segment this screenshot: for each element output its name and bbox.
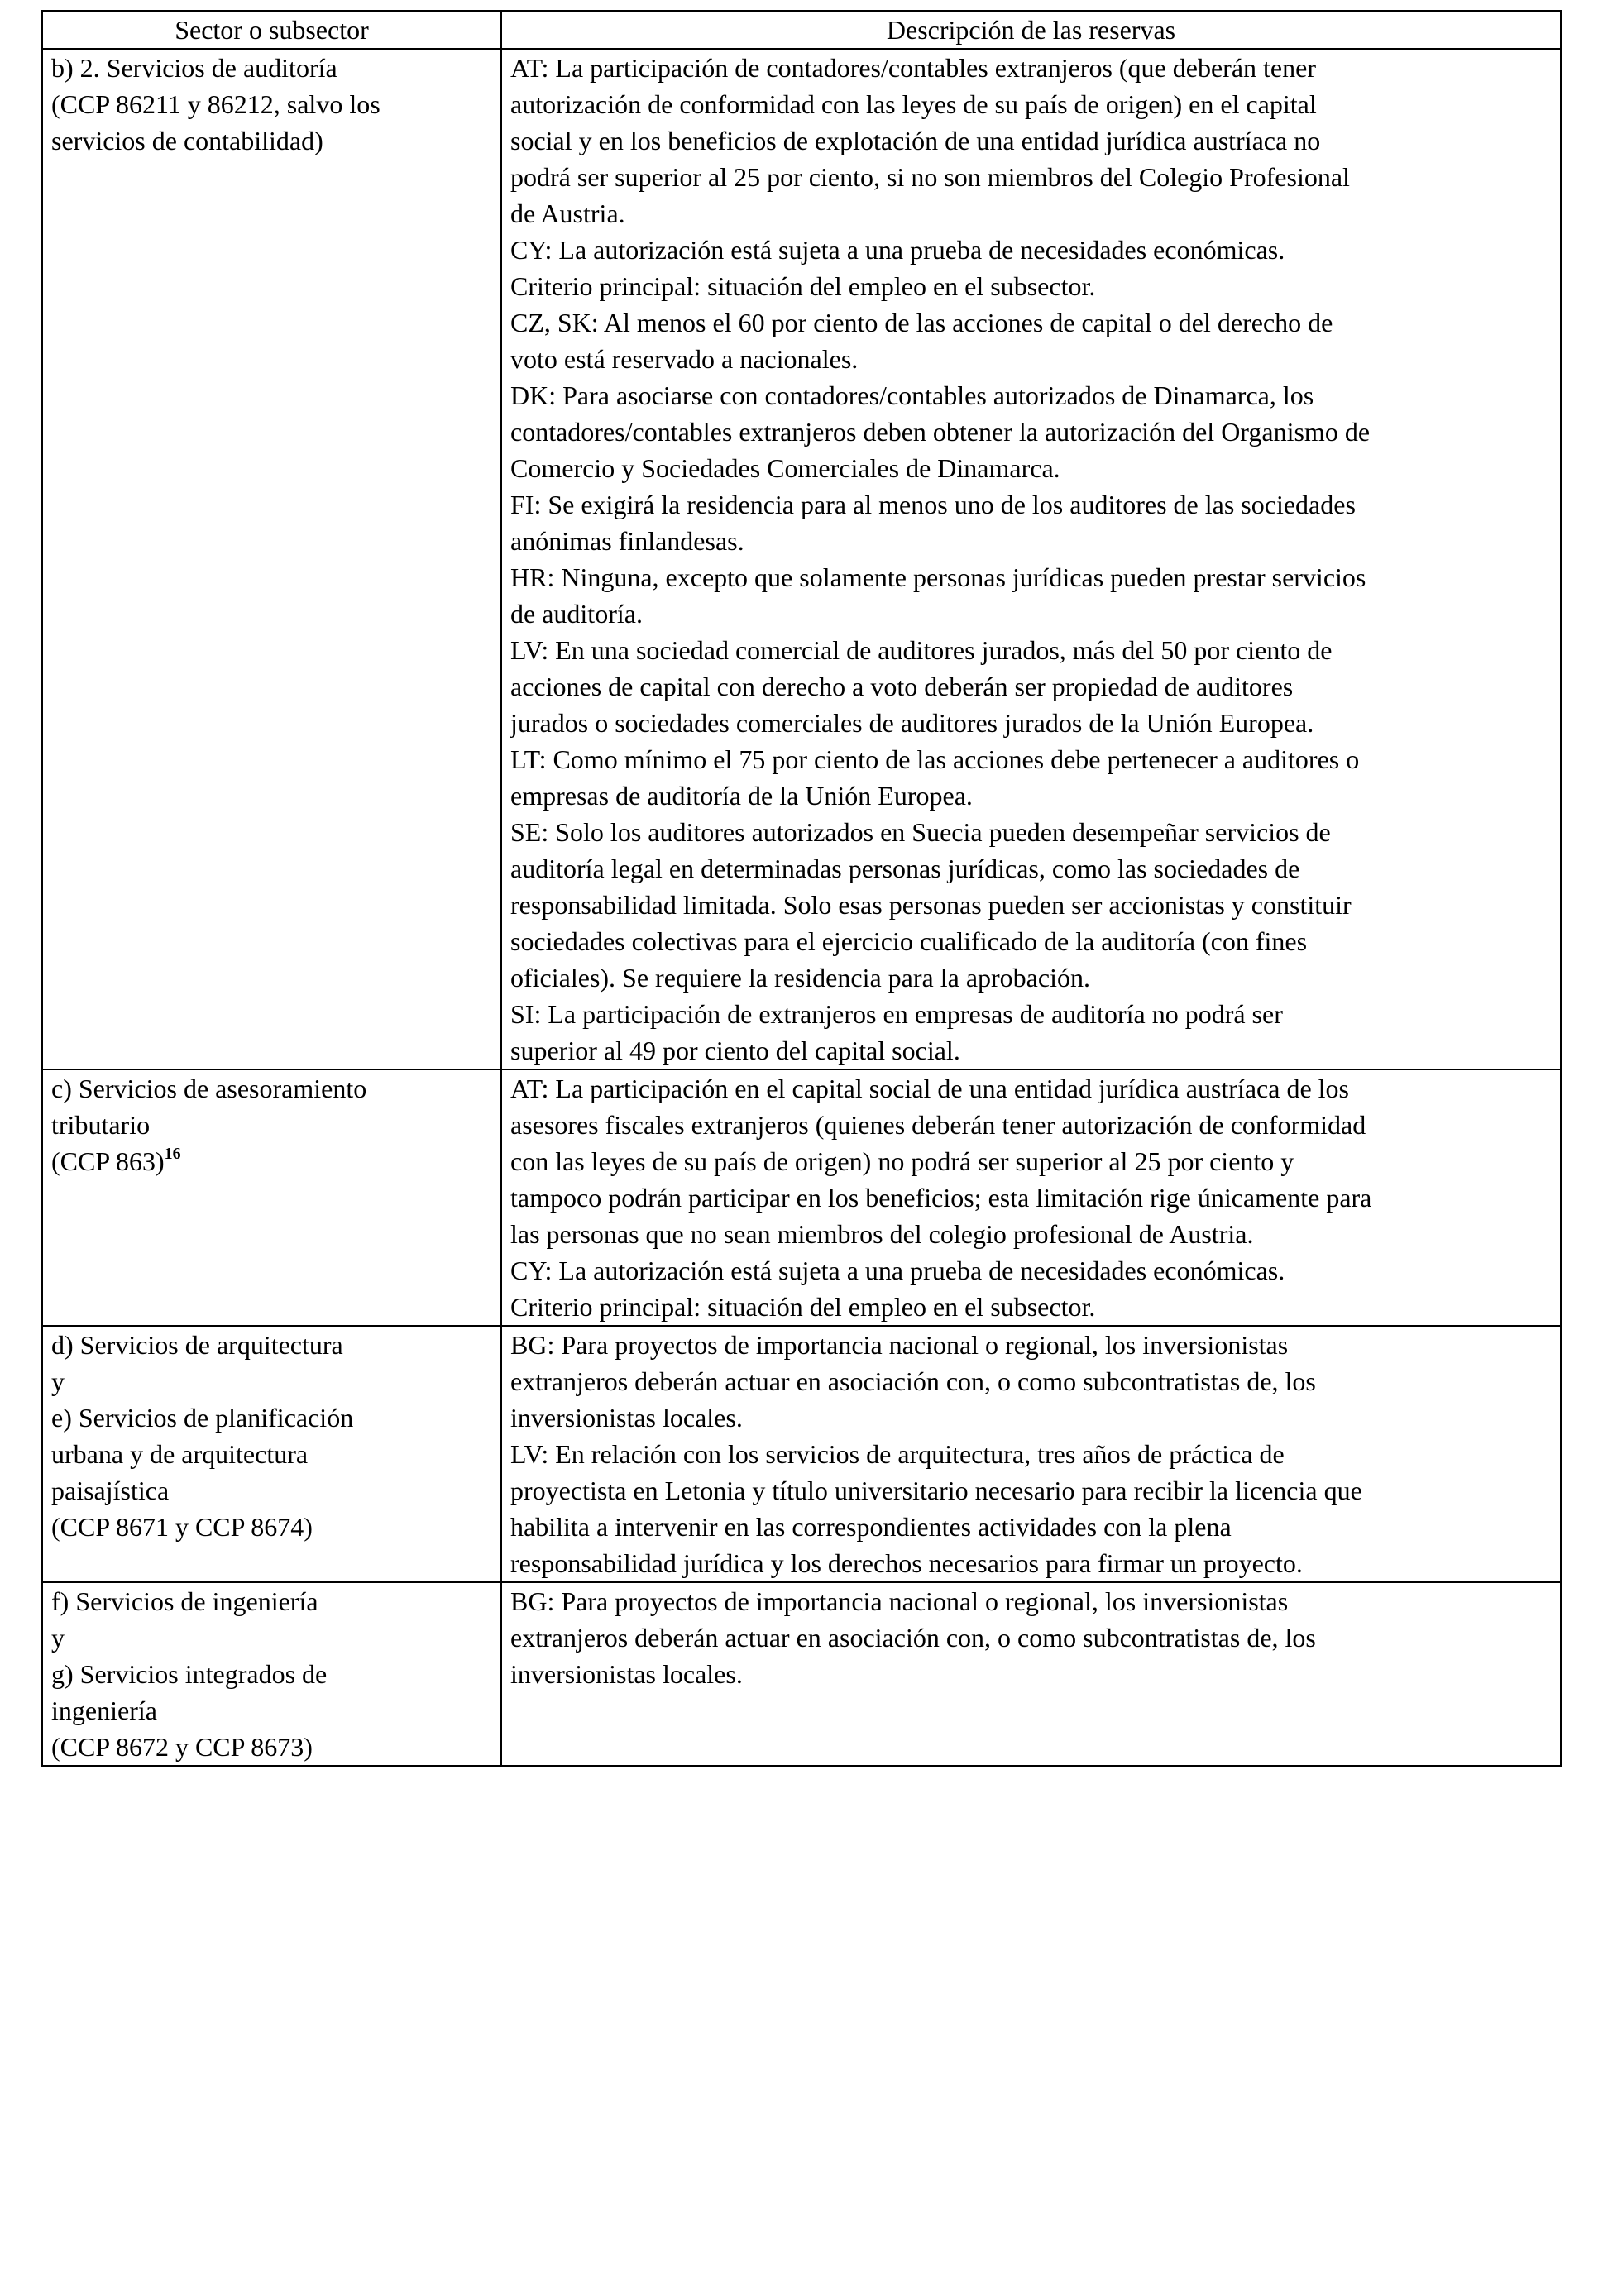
description-line: podrá ser superior al 25 por ciento, si no son miembros del Colegio Profesional xyxy=(510,162,1350,192)
description-cell xyxy=(501,1326,1561,1582)
description-line: autorización de conformidad con las leyes de su país de origen) en el capital xyxy=(510,89,1317,119)
description-line: auditoría legal en determinadas personas jurídicas, como las sociedades de xyxy=(510,854,1300,883)
sector-line-with-footnote xyxy=(51,1143,492,1179)
table-header-row xyxy=(42,11,1561,49)
description-line: SI: La participación de extranjeros en empresas de auditoría no podrá ser xyxy=(510,999,1283,1029)
description-line: CY: La autorización está sujeta a una prueba de necesidades económicas. xyxy=(510,1256,1285,1285)
description-line: superior al 49 por ciento del capital social. xyxy=(510,1036,960,1065)
document-page xyxy=(41,10,1560,1767)
description-line: voto está reservado a nacionales. xyxy=(510,344,859,374)
description-line: con las leyes de su país de origen) no podrá ser superior al 25 por ciento y xyxy=(510,1146,1294,1176)
description-line: de auditoría. xyxy=(510,599,643,629)
description-line: empresas de auditoría de la Unión Europea. xyxy=(510,781,973,811)
table-row xyxy=(42,1582,1561,1766)
sector-line: ingeniería xyxy=(51,1696,157,1725)
sector-line: g) Servicios integrados de xyxy=(51,1659,328,1689)
sector-line: (CCP 8671 y CCP 8674) xyxy=(51,1512,313,1542)
sector-line: y xyxy=(51,1366,65,1396)
description-line: proyectista en Letonia y título universitario necesario para recibir la licencia que xyxy=(510,1476,1362,1505)
description-line: sociedades colectivas para el ejercicio cualificado de la auditoría (con fines xyxy=(510,926,1308,956)
description-line: social y en los beneficios de explotación de una entidad jurídica austríaca no xyxy=(510,126,1321,155)
sector-line: servicios de contabilidad) xyxy=(51,126,323,155)
sector-line: paisajística xyxy=(51,1476,170,1505)
description-line: CY: La autorización está sujeta a una prueba de necesidades económicas. xyxy=(510,235,1285,265)
sector-cell xyxy=(42,1582,501,1766)
footnote-marker[interactable]: 16 xyxy=(164,1145,181,1164)
description-line: AT: La participación de contadores/contables extranjeros (que deberán tener xyxy=(510,53,1316,83)
table-row xyxy=(42,49,1561,1069)
description-line: extranjeros deberán actuar en asociación con, o como subcontratistas de, los xyxy=(510,1366,1316,1396)
description-line: contadores/contables extranjeros deben obtener la autorización del Organismo de xyxy=(510,417,1371,447)
description-line: inversionistas locales. xyxy=(510,1403,743,1433)
description-line: LV: En una sociedad comercial de auditores jurados, más del 50 por ciento de xyxy=(510,635,1333,665)
header-description: Descripción de las reservas xyxy=(501,11,1561,49)
description-cell xyxy=(501,49,1561,1069)
description-line: Comercio y Sociedades Comerciales de Dinamarca. xyxy=(510,453,1060,483)
description-line: inversionistas locales. xyxy=(510,1659,743,1689)
sector-line: c) Servicios de asesoramiento xyxy=(51,1074,367,1103)
table-row xyxy=(42,1069,1561,1326)
description-cell xyxy=(501,1069,1561,1326)
sector-cell xyxy=(42,1326,501,1582)
description-line: jurados o sociedades comerciales de auditores jurados de la Unión Europea. xyxy=(510,708,1314,738)
description-line: DK: Para asociarse con contadores/contables autorizados de Dinamarca, los xyxy=(510,380,1314,410)
header-sector: Sector o subsector xyxy=(42,11,501,49)
description-line: SE: Solo los auditores autorizados en Suecia pueden desempeñar servicios de xyxy=(510,817,1331,847)
description-line: BG: Para proyectos de importancia nacional o regional, los inversionistas xyxy=(510,1330,1289,1360)
sector-line: b) 2. Servicios de auditoría xyxy=(51,53,337,83)
description-line: habilita a intervenir en las correspondientes actividades con la plena xyxy=(510,1512,1232,1542)
sector-line: (CCP 8672 y CCP 8673) xyxy=(51,1732,313,1762)
sector-line: y xyxy=(51,1623,65,1653)
sector-line-text: (CCP 863) xyxy=(51,1146,165,1176)
description-cell xyxy=(501,1582,1561,1766)
description-line: extranjeros deberán actuar en asociación con, o como subcontratistas de, los xyxy=(510,1623,1316,1653)
description-line: de Austria. xyxy=(510,199,625,228)
sector-line: e) Servicios de planificación xyxy=(51,1403,354,1433)
description-line: responsabilidad jurídica y los derechos necesarios para firmar un proyecto. xyxy=(510,1548,1303,1578)
description-line: asesores fiscales extranjeros (quienes deberán tener autorización de conformidad xyxy=(510,1110,1366,1140)
sector-line: (CCP 86211 y 86212, salvo los xyxy=(51,89,380,119)
description-line: oficiales). Se requiere la residencia para la aprobación. xyxy=(510,963,1090,993)
sector-line: tributario xyxy=(51,1110,151,1140)
description-line: CZ, SK: Al menos el 60 por ciento de las acciones de capital o del derecho de xyxy=(510,308,1333,337)
reservations-table xyxy=(41,10,1562,1767)
sector-cell xyxy=(42,49,501,1069)
description-line: LT: Como mínimo el 75 por ciento de las acciones debe pertenecer a auditores o xyxy=(510,744,1360,774)
description-line: tampoco podrán participar en los beneficios; esta limitación rige únicamente para xyxy=(510,1183,1372,1213)
description-line: anónimas finlandesas. xyxy=(510,526,744,556)
description-line: LV: En relación con los servicios de arquitectura, tres años de práctica de xyxy=(510,1439,1285,1469)
sector-cell xyxy=(42,1069,501,1326)
description-line: FI: Se exigirá la residencia para al menos uno de los auditores de las sociedades xyxy=(510,490,1356,519)
description-line: HR: Ninguna, excepto que solamente personas jurídicas pueden prestar servicios xyxy=(510,562,1366,592)
description-line: BG: Para proyectos de importancia nacional o regional, los inversionistas xyxy=(510,1586,1289,1616)
description-line: AT: La participación en el capital social de una entidad jurídica austríaca de los xyxy=(510,1074,1349,1103)
sector-line: f) Servicios de ingeniería xyxy=(51,1586,318,1616)
description-line: responsabilidad limitada. Solo esas personas pueden ser accionistas y constituir xyxy=(510,890,1352,920)
description-line: las personas que no sean miembros del colegio profesional de Austria. xyxy=(510,1219,1254,1249)
description-line: acciones de capital con derecho a voto deberán ser propiedad de auditores xyxy=(510,672,1294,701)
sector-line: d) Servicios de arquitectura xyxy=(51,1330,343,1360)
sector-line: urbana y de arquitectura xyxy=(51,1439,309,1469)
table-row xyxy=(42,1326,1561,1582)
description-line: Criterio principal: situación del empleo en el subsector. xyxy=(510,271,1096,301)
description-line: Criterio principal: situación del empleo en el subsector. xyxy=(510,1292,1096,1322)
